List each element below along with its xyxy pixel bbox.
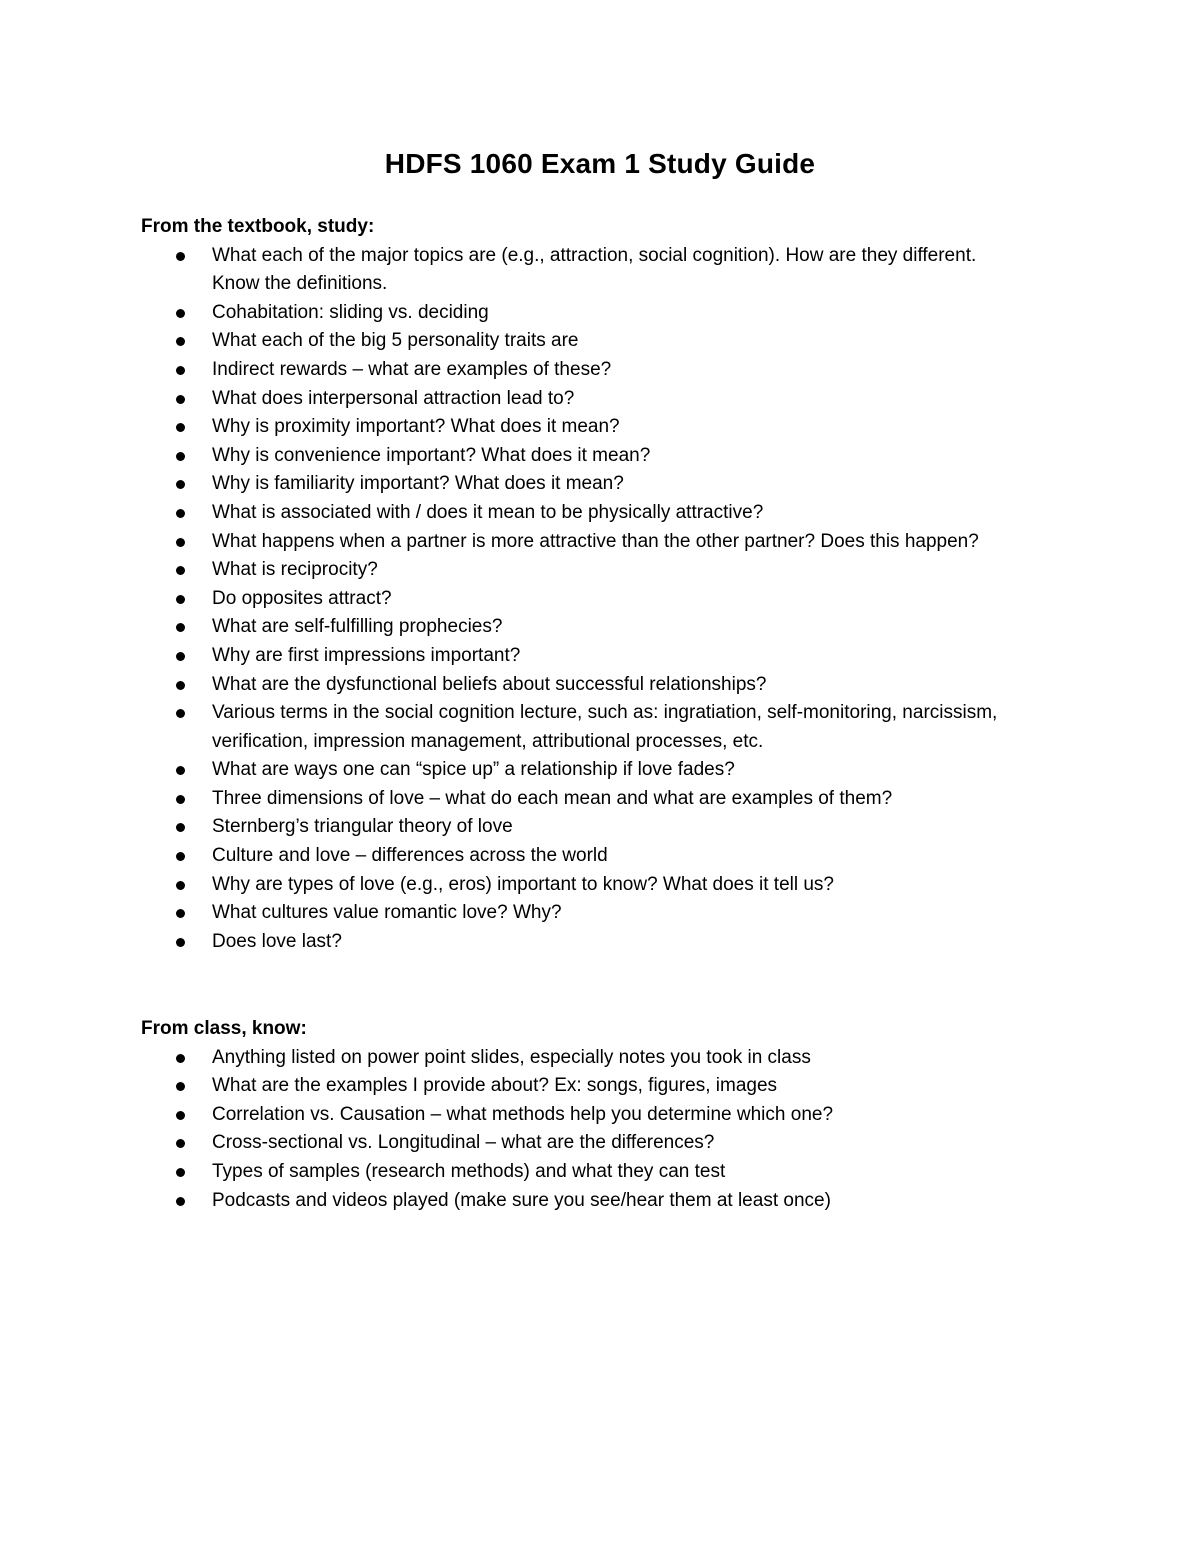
list-item-text: Cross-sectional vs. Longitudinal – what are the differences? — [212, 1132, 715, 1154]
list-item-text: What does interpersonal attraction lead to? — [212, 387, 575, 409]
list-item — [141, 756, 1012, 785]
list-item — [141, 528, 1012, 557]
bullet-icon — [176, 480, 185, 489]
list-item-text: Culture and love – differences across the world — [212, 845, 608, 867]
bullet-icon — [176, 252, 185, 261]
bullet-icon — [176, 309, 185, 318]
list-item-text: Why is proximity important? What does it mean? — [212, 416, 620, 438]
list-item — [141, 1072, 1012, 1101]
list-item-text: Sternberg’s triangular theory of love — [212, 816, 513, 838]
list-item-text: Why are first impressions important? — [212, 644, 521, 666]
list-item-text: Do opposites attract? — [212, 587, 392, 609]
bullet-icon — [176, 909, 185, 918]
list-item — [141, 327, 1012, 356]
list-item — [141, 842, 1012, 871]
list-item — [141, 813, 1012, 842]
bullet-icon — [176, 538, 185, 547]
list-item — [141, 642, 1012, 671]
list-item — [141, 299, 1012, 328]
list-item-text: What happens when a partner is more attractive than the other partner? Does this happen? — [212, 530, 979, 552]
list-item — [141, 499, 1012, 528]
list-item-text: What are the dysfunctional beliefs about successful relationships? — [212, 673, 767, 695]
list-item — [141, 899, 1012, 928]
list-item — [141, 356, 1012, 385]
list-item — [141, 1158, 1012, 1187]
list-item-text: What cultures value romantic love? Why? — [212, 902, 562, 924]
list-item — [141, 785, 1012, 814]
list-item — [141, 585, 1012, 614]
list-item — [141, 928, 1012, 957]
list-item — [141, 1187, 1012, 1216]
bullet-icon — [176, 652, 185, 661]
bullet-icon — [176, 938, 185, 947]
list-item — [141, 470, 1012, 499]
bullet-icon — [176, 595, 185, 604]
page-title: HDFS 1060 Exam 1 Study Guide — [384, 148, 816, 179]
textbook-section — [141, 213, 1041, 956]
list-item-text: What are ways one can “spice up” a relationship if love fades? — [212, 759, 735, 781]
bullet-icon — [176, 452, 185, 461]
bullet-icon — [176, 366, 185, 375]
list-item — [141, 242, 1012, 299]
list-item — [141, 556, 1012, 585]
bullet-icon — [176, 823, 185, 832]
class-section — [141, 1015, 1041, 1215]
bullet-icon — [176, 1197, 185, 1206]
list-item-text: Why is convenience important? What does it mean? — [212, 444, 651, 466]
bullet-list — [141, 1044, 1041, 1216]
bullet-icon — [176, 1139, 185, 1148]
bullet-icon — [176, 795, 185, 804]
list-item-text: Three dimensions of love – what do each mean and what are examples of them? — [212, 787, 893, 809]
list-item — [141, 1044, 1012, 1073]
bullet-icon — [176, 852, 185, 861]
list-item — [141, 1101, 1012, 1130]
bullet-icon — [176, 766, 185, 775]
list-item — [141, 1129, 1012, 1158]
list-item-text: Various terms in the social cognition lecture, such as: ingratiation, self-monitoring, narcissism, verification, impression management, attributional processes, etc. — [212, 702, 998, 752]
list-item-text: What are self-fulfilling prophecies? — [212, 616, 503, 638]
list-item-text: Correlation vs. Causation – what methods help you determine which one? — [212, 1103, 834, 1125]
list-item — [141, 671, 1012, 700]
bullet-icon — [176, 623, 185, 632]
bullet-icon — [176, 681, 185, 690]
section-heading: From the textbook, study: — [141, 216, 375, 237]
bullet-icon — [176, 509, 185, 518]
bullet-icon — [176, 395, 185, 404]
list-item-text: What each of the big 5 personality traits are — [212, 330, 579, 352]
list-item — [141, 613, 1012, 642]
bullet-list — [141, 242, 1041, 957]
list-item-text: What each of the major topics are (e.g., attraction, social cognition). How are they different. Know the definitions. — [212, 244, 977, 295]
list-item-text: What is reciprocity? — [212, 559, 378, 581]
bullet-icon — [176, 337, 185, 346]
list-item — [141, 442, 1012, 471]
bullet-icon — [176, 1111, 185, 1120]
bullet-icon — [176, 709, 185, 718]
bullet-icon — [176, 566, 185, 575]
list-item — [141, 413, 1012, 442]
bullet-icon — [176, 1082, 185, 1091]
list-item-text: Cohabitation: sliding vs. deciding — [212, 301, 489, 323]
list-item-text: Podcasts and videos played (make sure you see/hear them at least once) — [212, 1189, 831, 1211]
list-item-text: Does love last? — [212, 930, 342, 952]
list-item-text: Indirect rewards – what are examples of these? — [212, 358, 612, 380]
list-item-text: What are the examples I provide about? Ex: songs, figures, images — [212, 1075, 778, 1097]
list-item — [141, 871, 1012, 900]
list-item — [141, 385, 1012, 414]
list-item — [141, 699, 1012, 756]
bullet-icon — [176, 1168, 185, 1177]
list-item-text: What is associated with / does it mean to be physically attractive? — [212, 501, 764, 523]
section-heading: From class, know: — [141, 1018, 307, 1039]
list-item-text: Why is familiarity important? What does it mean? — [212, 473, 624, 495]
list-item-text: Anything listed on power point slides, especially notes you took in class — [212, 1046, 811, 1068]
list-item-text: Types of samples (research methods) and what they can test — [212, 1160, 726, 1182]
list-item-text: Why are types of love (e.g., eros) important to know? What does it tell us? — [212, 873, 834, 895]
bullet-icon — [176, 423, 185, 432]
bullet-icon — [176, 1054, 185, 1063]
bullet-icon — [176, 881, 185, 890]
